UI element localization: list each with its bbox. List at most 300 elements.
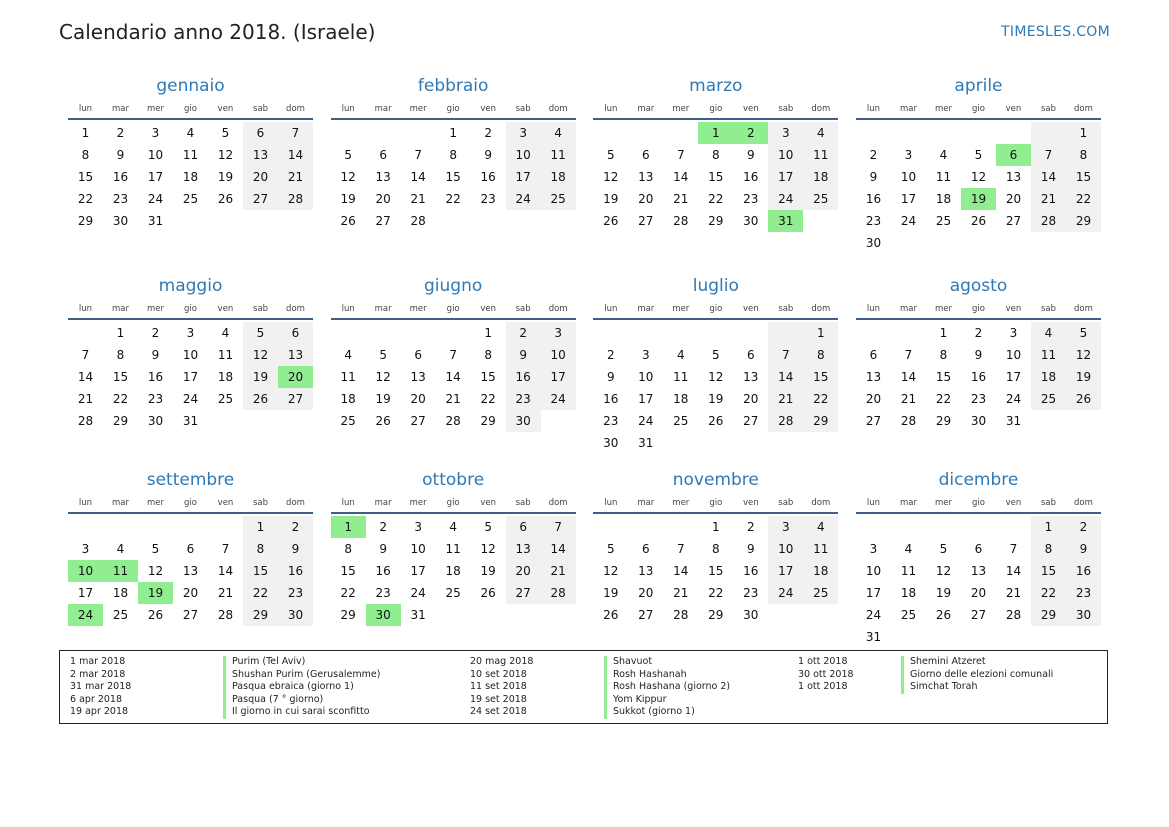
day-cell: 17 (1005, 370, 1022, 384)
weekday-label: mer (409, 498, 427, 508)
month-maggio (68, 272, 313, 466)
holiday-day-cell: 6 (996, 144, 1031, 166)
weekday-label: mar (637, 304, 655, 314)
day-cell: 5 (484, 520, 492, 534)
day-cell: 26 (217, 192, 234, 206)
day-cell: 21 (673, 192, 689, 206)
day-cell: 3 (641, 348, 650, 362)
empty-day-cell (961, 516, 996, 538)
day-cell: 19 (935, 586, 952, 600)
day-cell: 13 (182, 564, 199, 578)
empty-day-cell (506, 210, 541, 232)
day-cell: 23 (147, 392, 164, 406)
weekday-label: sab (252, 498, 269, 508)
day-cell: 26 (603, 608, 619, 622)
day-cell: 16 (743, 564, 759, 578)
weekday-header (331, 100, 576, 120)
empty-day-cell (663, 432, 698, 454)
day-cell: 15 (243, 560, 278, 582)
day-cell: 18 (217, 370, 234, 384)
day-cell: 15 (935, 370, 952, 384)
empty-day-cell (926, 122, 961, 144)
day-cell: 29 (935, 414, 952, 428)
day-cell: 14 (768, 366, 803, 388)
day-cell: 29 (803, 410, 838, 432)
day-cell: 18 (445, 564, 461, 578)
day-cell: 9 (484, 148, 492, 162)
day-cell: 10 (147, 148, 164, 162)
day-cell: 23 (865, 214, 882, 228)
empty-day-cell (926, 516, 961, 538)
weekday-label: gio (709, 104, 723, 114)
weekday-label: mer (672, 304, 690, 314)
day-cell: 21 (278, 166, 313, 188)
day-cell: 19 (603, 192, 619, 206)
day-cell: 30 (865, 236, 882, 250)
day-cell: 15 (803, 366, 838, 388)
legend-date: 19 apr 2018 (70, 706, 129, 718)
day-cell: 31 (182, 414, 199, 428)
day-cell: 6 (414, 348, 422, 362)
day-cell: 3 (1009, 326, 1018, 340)
day-cell: 8 (711, 542, 720, 556)
weekday-label: gio (709, 304, 723, 314)
legend-date: 2 mar 2018 (70, 668, 126, 680)
day-cell: 18 (900, 586, 917, 600)
day-cell: 15 (340, 564, 356, 578)
day-cell: 25 (900, 608, 917, 622)
weekday-header (68, 100, 313, 120)
day-cell: 19 (480, 564, 496, 578)
day-cell: 26 (708, 414, 724, 428)
weekday-label: dom (286, 104, 305, 114)
weekday-label: ven (742, 498, 759, 508)
legend-names-1 (223, 656, 380, 719)
day-cell: 11 (900, 564, 917, 578)
day-cell: 4 (449, 520, 457, 534)
day-cell: 13 (410, 370, 426, 384)
legend-dates-3 (798, 656, 854, 694)
day-cell: 13 (375, 170, 391, 184)
day-cell: 21 (1031, 188, 1066, 210)
weekday-label: mar (899, 104, 917, 114)
day-cell: 21 (77, 392, 94, 406)
day-cell: 1 (449, 126, 457, 140)
day-cell: 9 (746, 148, 755, 162)
day-cell: 18 (935, 192, 952, 206)
empty-day-cell (891, 626, 926, 648)
month-febbraio (331, 72, 576, 272)
weekday-label: lun (78, 104, 93, 114)
day-cell: 23 (970, 392, 987, 406)
empty-day-cell (593, 122, 628, 144)
day-cell: 30 (147, 414, 164, 428)
day-cell: 21 (900, 392, 917, 406)
holiday-day-cell: 2 (733, 122, 768, 144)
day-cell: 27 (865, 414, 882, 428)
month-dicembre (856, 466, 1101, 666)
day-cell: 19 (375, 392, 391, 406)
day-cell: 4 (541, 122, 576, 144)
day-cell: 8 (116, 348, 125, 362)
legend-dates-2 (470, 656, 533, 719)
month-name: novembre (672, 470, 759, 490)
weekday-label: dom (811, 104, 831, 114)
day-cell: 23 (278, 582, 313, 604)
day-cell: 1 (1066, 122, 1101, 144)
weekday-header (68, 300, 313, 320)
holiday-legend (59, 650, 1108, 724)
weekday-label: sab (515, 104, 531, 114)
day-cell: 26 (147, 608, 164, 622)
weekday-label: lun (341, 104, 355, 114)
day-cell: 14 (1005, 564, 1022, 578)
day-cell: 22 (708, 586, 724, 600)
day-cell: 25 (803, 582, 838, 604)
day-cell: 6 (974, 542, 983, 556)
day-cell: 4 (939, 148, 948, 162)
day-cell: 31 (1005, 414, 1022, 428)
day-cell: 20 (410, 392, 426, 406)
legend-date: 19 set 2018 (470, 693, 527, 705)
day-cell: 2 (484, 126, 492, 140)
day-cell: 1 (711, 520, 720, 534)
empty-day-cell (331, 322, 366, 344)
day-cell: 24 (865, 608, 882, 622)
day-grid (856, 122, 1101, 254)
legend-date: 31 mar 2018 (70, 681, 132, 693)
month-name: marzo (689, 76, 743, 96)
empty-day-cell (1066, 626, 1101, 648)
day-cell: 18 (112, 586, 129, 600)
empty-day-cell (366, 322, 401, 344)
day-cell: 12 (935, 564, 952, 578)
day-cell: 20 (638, 586, 654, 600)
weekday-label: lun (866, 104, 881, 114)
day-cell: 29 (112, 414, 129, 428)
weekday-label: ven (217, 498, 234, 508)
day-cell: 14 (1031, 166, 1066, 188)
day-cell: 8 (711, 148, 720, 162)
day-cell: 14 (900, 370, 917, 384)
day-cell: 17 (77, 586, 94, 600)
day-cell: 16 (506, 366, 541, 388)
weekday-label: mar (374, 104, 392, 114)
empty-day-cell (401, 122, 436, 144)
weekday-label: lun (78, 304, 93, 314)
legend-holiday-name: Rosh Hashanah (604, 669, 730, 682)
day-cell: 9 (151, 348, 160, 362)
weekday-label: mar (899, 304, 917, 314)
month-aprile (856, 72, 1101, 272)
weekday-label: dom (548, 498, 568, 508)
day-cell: 6 (379, 148, 387, 162)
day-cell: 21 (541, 560, 576, 582)
day-cell: 3 (768, 122, 803, 144)
legend-date: 1 ott 2018 (798, 681, 848, 693)
empty-day-cell (471, 604, 506, 626)
day-cell: 7 (1031, 144, 1066, 166)
weekday-label: mer (672, 498, 690, 508)
holiday-day-cell: 11 (103, 560, 138, 582)
day-cell: 18 (340, 392, 356, 406)
day-cell: 17 (768, 560, 803, 582)
day-cell: 11 (803, 144, 838, 166)
legend-holiday-name: Purim (Tel Aviv) (223, 656, 380, 669)
day-cell: 27 (743, 414, 759, 428)
holiday-day-cell: 1 (698, 122, 733, 144)
empty-day-cell (1066, 410, 1101, 432)
day-cell: 6 (278, 322, 313, 344)
weekday-label: ven (480, 104, 496, 114)
day-cell: 30 (743, 214, 759, 228)
legend-holiday-name: Yom Kippur (604, 694, 730, 707)
day-cell: 10 (900, 170, 917, 184)
day-cell: 22 (243, 582, 278, 604)
empty-day-cell (278, 410, 313, 432)
day-cell: 16 (865, 192, 882, 206)
day-cell: 29 (243, 604, 278, 626)
month-ottobre (331, 466, 576, 666)
empty-day-cell (331, 122, 366, 144)
day-cell: 15 (112, 370, 129, 384)
day-cell: 5 (606, 148, 615, 162)
day-cell: 3 (869, 542, 878, 556)
legend-holiday-name: Simchat Torah (901, 681, 1053, 694)
day-cell: 26 (340, 214, 356, 228)
holiday-day-cell: 1 (331, 516, 366, 538)
day-cell: 23 (112, 192, 129, 206)
day-cell: 22 (340, 586, 356, 600)
day-cell: 10 (541, 344, 576, 366)
day-cell: 26 (480, 586, 496, 600)
day-cell: 17 (865, 586, 882, 600)
day-grid (331, 322, 576, 432)
day-cell: 11 (217, 348, 234, 362)
day-cell: 5 (151, 542, 160, 556)
month-name: dicembre (938, 470, 1019, 490)
day-cell: 5 (606, 542, 615, 556)
day-cell: 18 (803, 166, 838, 188)
day-cell: 9 (606, 370, 615, 384)
weekday-label: dom (1074, 498, 1093, 508)
site-link[interactable]: TIMESLES.COM (1001, 24, 1110, 40)
day-cell: 22 (803, 388, 838, 410)
day-cell: 9 (379, 542, 387, 556)
day-grid (593, 122, 838, 232)
day-cell: 10 (182, 348, 199, 362)
legend-date: 6 apr 2018 (70, 693, 123, 705)
day-cell: 24 (147, 192, 164, 206)
day-cell: 15 (1066, 166, 1101, 188)
empty-day-cell (961, 626, 996, 648)
day-cell: 14 (77, 370, 94, 384)
day-cell: 1 (116, 326, 125, 340)
day-cell: 5 (711, 348, 720, 362)
empty-day-cell (926, 626, 961, 648)
empty-day-cell (628, 122, 663, 144)
day-cell: 1 (484, 326, 492, 340)
day-cell: 12 (603, 564, 619, 578)
day-cell: 22 (112, 392, 129, 406)
empty-day-cell (506, 604, 541, 626)
weekday-label: lun (604, 498, 618, 508)
day-cell: 14 (278, 144, 313, 166)
empty-day-cell (663, 322, 698, 344)
weekday-label: mer (146, 304, 164, 314)
day-cell: 12 (480, 542, 496, 556)
day-cell: 29 (1031, 604, 1066, 626)
day-cell: 19 (603, 586, 619, 600)
day-cell: 25 (445, 586, 461, 600)
day-cell: 27 (182, 608, 199, 622)
day-cell: 14 (445, 370, 461, 384)
holiday-day-cell: 24 (68, 604, 103, 626)
empty-day-cell (436, 604, 471, 626)
day-cell: 8 (81, 148, 90, 162)
day-cell: 5 (974, 148, 983, 162)
day-cell: 26 (935, 608, 952, 622)
day-cell: 20 (1005, 192, 1022, 206)
day-cell: 12 (217, 148, 234, 162)
day-cell: 30 (112, 214, 129, 228)
day-cell: 28 (768, 410, 803, 432)
empty-day-cell (436, 322, 471, 344)
weekday-label: dom (548, 104, 568, 114)
legend-holiday-name: Shavuot (604, 656, 730, 669)
empty-day-cell (1031, 410, 1066, 432)
day-cell: 15 (708, 170, 724, 184)
day-cell: 12 (147, 564, 164, 578)
day-cell: 27 (410, 414, 426, 428)
day-cell: 26 (603, 214, 619, 228)
day-cell: 7 (676, 542, 685, 556)
day-cell: 11 (803, 538, 838, 560)
day-cell: 29 (708, 214, 724, 228)
weekday-label: ven (480, 498, 496, 508)
weekday-label: sab (252, 104, 269, 114)
day-grid (593, 322, 838, 454)
day-cell: 27 (638, 214, 654, 228)
weekday-label: ven (1005, 304, 1022, 314)
weekday-label: gio (971, 304, 985, 314)
day-cell: 20 (375, 192, 391, 206)
day-cell: 16 (603, 392, 619, 406)
day-cell: 23 (1066, 582, 1101, 604)
day-cell: 22 (708, 192, 724, 206)
weekday-label: mar (112, 498, 129, 508)
day-cell: 11 (340, 370, 356, 384)
empty-day-cell (663, 516, 698, 538)
day-cell: 2 (151, 326, 160, 340)
day-cell: 23 (603, 414, 619, 428)
empty-day-cell (768, 322, 803, 344)
months-grid (68, 72, 1101, 666)
empty-day-cell (996, 232, 1031, 254)
empty-day-cell (401, 322, 436, 344)
day-cell: 31 (638, 436, 654, 450)
empty-day-cell (803, 210, 838, 232)
day-cell: 20 (243, 166, 278, 188)
legend-date: 1 mar 2018 (70, 656, 126, 667)
day-cell: 18 (541, 166, 576, 188)
day-cell: 10 (638, 370, 654, 384)
day-cell: 24 (410, 586, 426, 600)
day-grid (593, 516, 838, 626)
holiday-day-cell: 20 (278, 366, 313, 388)
day-grid (68, 122, 313, 232)
day-cell: 23 (375, 586, 391, 600)
weekday-label: ven (217, 304, 234, 314)
day-cell: 2 (606, 348, 615, 362)
weekday-label: gio (971, 498, 985, 508)
day-cell: 12 (970, 170, 987, 184)
day-cell: 4 (676, 348, 685, 362)
day-cell: 3 (904, 148, 913, 162)
day-cell: 4 (904, 542, 913, 556)
weekday-label: mar (374, 498, 392, 508)
weekday-label: lun (78, 498, 93, 508)
day-cell: 10 (865, 564, 882, 578)
day-cell: 17 (900, 192, 917, 206)
weekday-label: dom (811, 498, 831, 508)
empty-day-cell (103, 516, 138, 538)
month-name: settembre (146, 470, 235, 490)
day-cell: 10 (768, 144, 803, 166)
day-cell: 22 (445, 192, 461, 206)
day-cell: 16 (112, 170, 129, 184)
empty-day-cell (803, 604, 838, 626)
day-cell: 10 (768, 538, 803, 560)
month-name: maggio (158, 276, 223, 296)
day-cell: 3 (151, 126, 160, 140)
weekday-label: ven (1005, 104, 1022, 114)
day-cell: 14 (673, 564, 689, 578)
day-cell: 31 (410, 608, 426, 622)
empty-day-cell (961, 232, 996, 254)
weekday-label: gio (971, 104, 985, 114)
weekday-label: lun (866, 304, 881, 314)
day-cell: 28 (217, 608, 234, 622)
empty-day-cell (698, 432, 733, 454)
day-cell: 8 (803, 344, 838, 366)
day-cell: 11 (445, 542, 461, 556)
day-cell: 13 (1005, 170, 1022, 184)
weekday-header (593, 494, 838, 514)
day-cell: 17 (638, 392, 654, 406)
weekday-label: sab (778, 104, 794, 114)
empty-day-cell (68, 322, 103, 344)
weekday-label: mer (409, 104, 427, 114)
weekday-label: sab (778, 304, 794, 314)
empty-day-cell (173, 210, 208, 232)
legend-date: 24 set 2018 (470, 706, 527, 718)
day-cell: 28 (673, 214, 689, 228)
day-cell: 25 (935, 214, 952, 228)
day-cell: 7 (449, 348, 457, 362)
day-cell: 6 (869, 348, 878, 362)
day-cell: 12 (243, 344, 278, 366)
day-cell: 16 (480, 170, 496, 184)
day-cell: 27 (243, 188, 278, 210)
day-cell: 12 (1066, 344, 1101, 366)
empty-day-cell (803, 432, 838, 454)
day-cell: 29 (480, 414, 496, 428)
weekday-label: dom (548, 304, 568, 314)
day-cell: 27 (1005, 214, 1022, 228)
day-cell: 2 (278, 516, 313, 538)
day-cell: 12 (375, 370, 391, 384)
